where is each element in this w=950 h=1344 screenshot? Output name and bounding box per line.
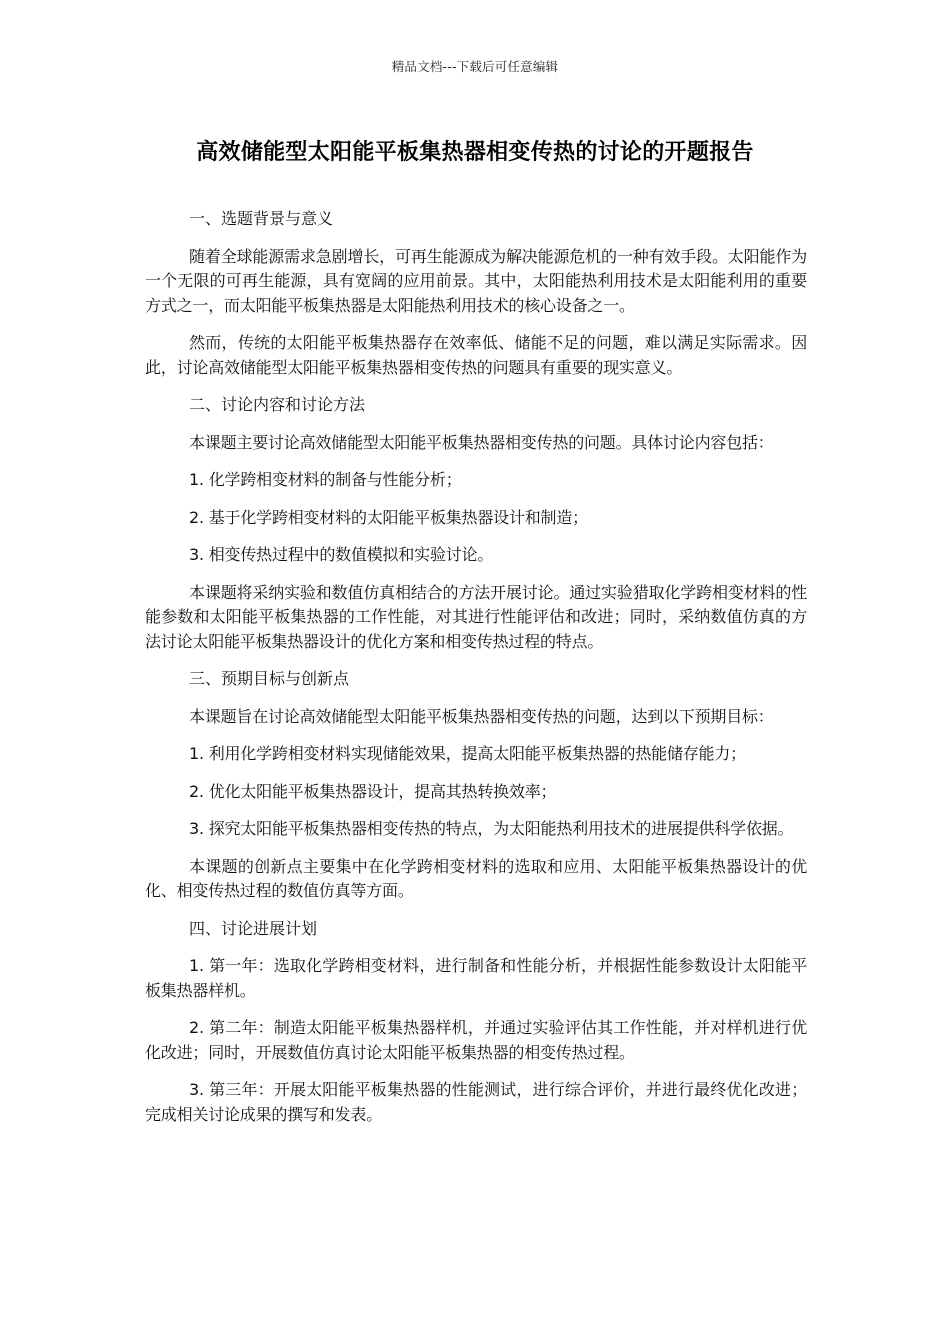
list-item: 1. 化学跨相变材料的制备与性能分析； (189, 470, 462, 489)
paragraph: 本课题主要讨论高效储能型太阳能平板集热器相变传热的问题。具体讨论内容包括： (189, 432, 774, 452)
document-title: 高效储能型太阳能平板集热器相变传热的讨论的开题报告 (196, 140, 754, 165)
section-heading-goals-innovation: 三、预期目标与创新点 (189, 669, 350, 688)
list-item: 2. 基于化学跨相变材料的太阳能平板集热器设计和制造； (189, 507, 588, 527)
list-item: 2. 优化太阳能平板集热器设计，提高其热转换效率； (189, 781, 557, 801)
list-item: 1. 第一年：选取化学跨相变材料，进行制备和性能分析，并根据性能参数设计太阳能平板集热器样机。 (145, 956, 807, 1000)
section-heading-content-methods: 二、讨论内容和讨论方法 (189, 395, 366, 414)
paragraph: 本课题将采纳实验和数值仿真相结合的方法开展讨论。通过实验猎取化学跨相变材料的性能参数和太阳能平板集热器的工作性能，对其进行性能评估和改进；同时，采纳数值仿真的方法讨论太阳能平板集热器设计的优化方案和相变传热过程的特点。 (145, 582, 807, 651)
document-body (145, 207, 807, 1140)
paragraph: 然而，传统的太阳能平板集热器存在效率低、储能不足的问题，难以满足实际需求。因此，讨论高效储能型太阳能平板集热器相变传热的问题具有重要的现实意义。 (145, 333, 807, 377)
paragraph: 本课题旨在讨论高效储能型太阳能平板集热器相变传热的问题，达到以下预期目标： (189, 706, 774, 726)
list-item: 3. 相变传热过程中的数值模拟和实验讨论。 (189, 545, 494, 564)
section-heading-schedule: 四、讨论进展计划 (189, 918, 318, 938)
paragraph: 本课题的创新点主要集中在化学跨相变材料的选取和应用、太阳能平板集热器设计的优化、相变传热过程的数值仿真等方面。 (145, 856, 807, 900)
list-item: 3. 第三年：开展太阳能平板集热器的性能测试，进行综合评价，并进行最终优化改进；完成相关讨论成果的撰写和发表。 (145, 1080, 807, 1124)
header-note: 精品文档---下载后可任意编辑 (391, 59, 559, 74)
list-item: 1. 利用化学跨相变材料实现储能效果，提高太阳能平板集热器的热能储存能力； (189, 744, 746, 763)
list-item: 3. 探究太阳能平板集热器相变传热的特点，为太阳能热利用技术的进展提供科学依据。 (189, 819, 794, 838)
paragraph: 随着全球能源需求急剧增长，可再生能源成为解决能源危机的一种有效手段。太阳能作为一个无限的可再生能源，具有宽阔的应用前景。其中，太阳能热利用技术是太阳能利用的重要方式之一，而太阳能平板集热器是太阳能热利用技术的核心设备之一。 (145, 246, 807, 315)
list-item: 2. 第二年：制造太阳能平板集热器样机，并通过实验评估其工作性能，并对样机进行优化改进；同时，开展数值仿真讨论太阳能平板集热器的相变传热过程。 (145, 1018, 807, 1062)
section-heading-background: 一、选题背景与意义 (189, 209, 334, 228)
